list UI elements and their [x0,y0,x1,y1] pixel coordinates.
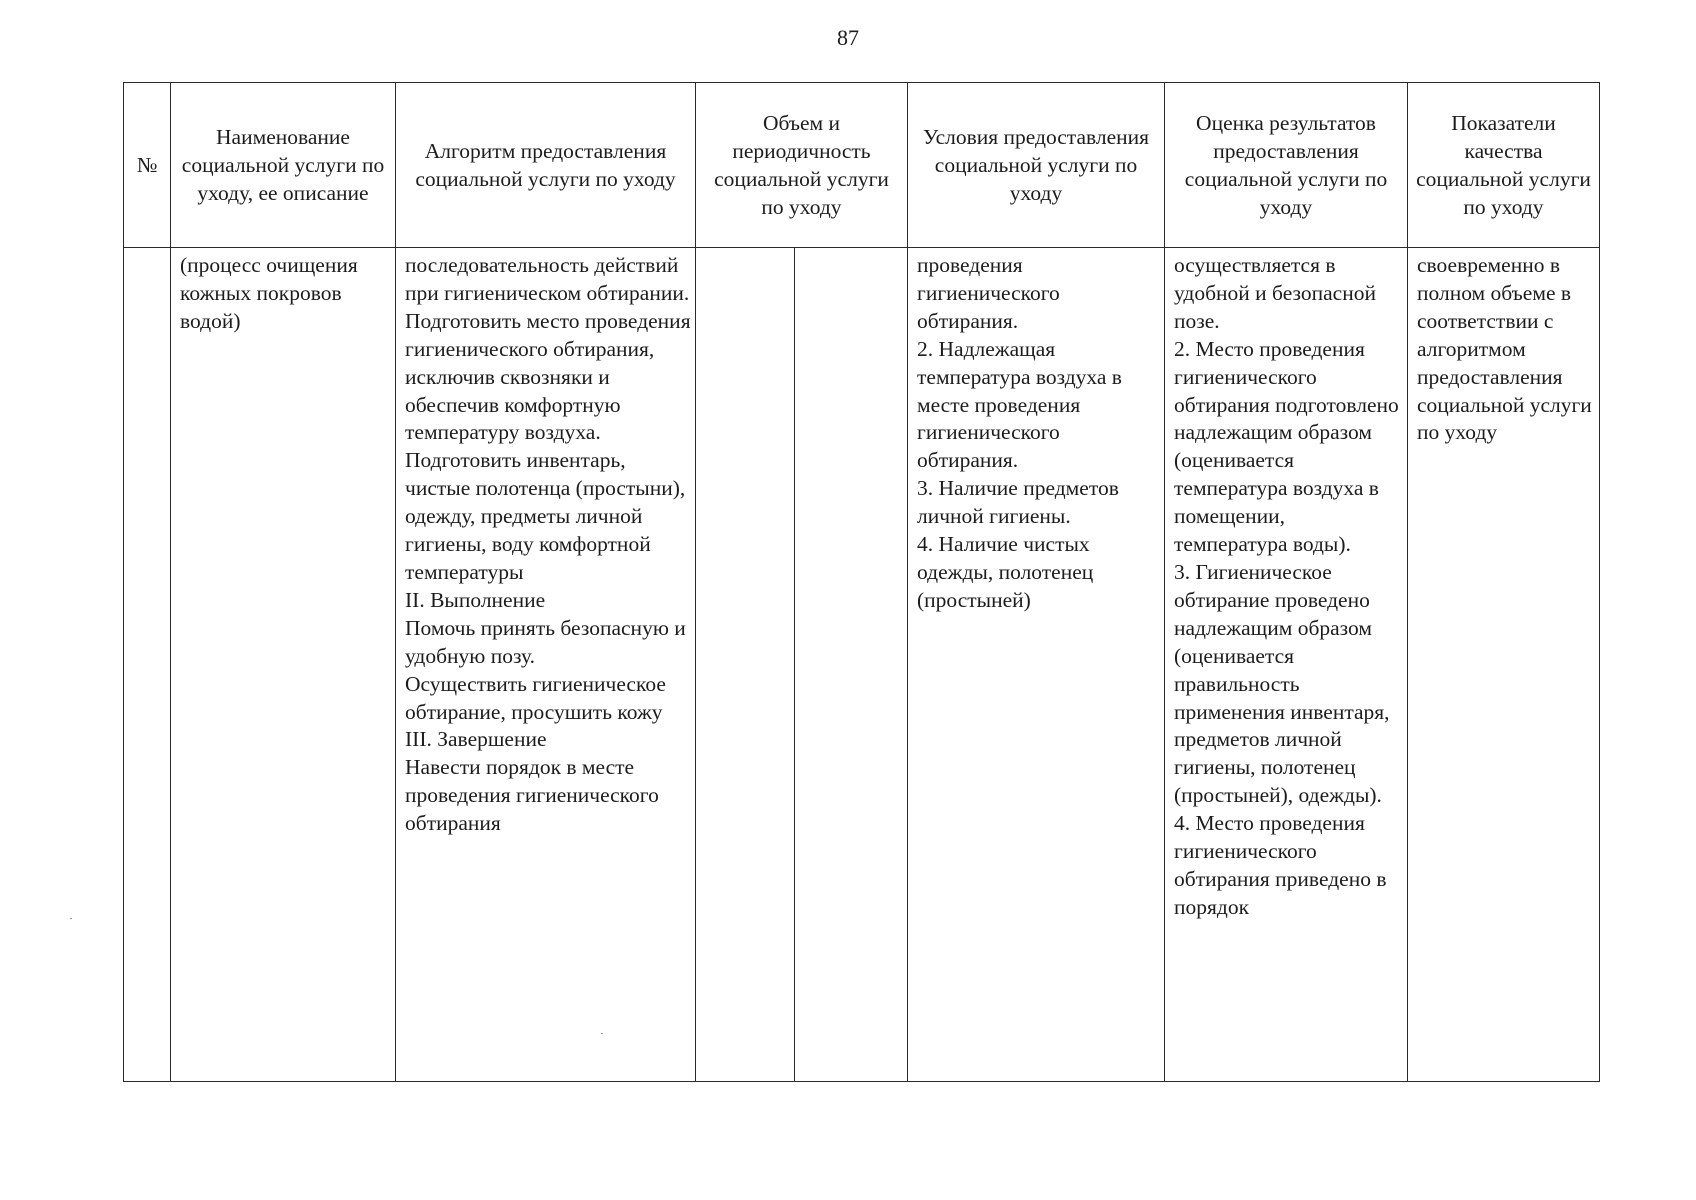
table-row [124,248,1600,1082]
cell-service-name: (процесс очищения кожных покровов водой) [171,248,396,1082]
header-conditions: Условия предоставления социальной услуги по уходу [908,83,1165,248]
page-number: 87 [837,25,859,50]
cell-algorithm: последовательность действий при гигиеническом обтирании. Подготовить место проведения гигиенического обтирания, исключив сквозняки и обеспечив комфортную температуру воздуха. Подготовить инвентарь, чистые полотенца (простыни), одежду, предметы личной гигиены, воду комфортной температуры II. Выполнение Помочь принять безопасную и удобную позу. Осуществить гигиеническое обтирание, просушить кожу III. Завершение Навести порядок в месте проведения гигиенического обтирания [396,248,696,1082]
cell-volume-frequency [696,248,908,1082]
cell-conditions: проведения гигиенического обтирания. 2. Надлежащая температура воздуха в месте проведения гигиенического обтирания. 3. Наличие предметов личной гигиены. 4. Наличие чистых одежды, полотенец (простыней) [908,248,1165,1082]
header-number: № [124,83,171,248]
header-quality-indicators: Показатели качества социальной услуги по уходу [1408,83,1600,248]
header-evaluation: Оценка результатов предоставления социальной услуги по уходу [1165,83,1408,248]
header-volume-frequency: Объем и периодичность социальной услуги по уходу [696,83,908,248]
scan-speck [70,918,72,919]
cell-evaluation: осуществляется в удобной и безопасной позе. 2. Место проведения гигиенического обтирания подготовлено надлежащим образом (оценивается температура воздуха в помещении, температура воды). 3. Гигиеническое обтирание проведено надлежащим образом (оценивается правильность применения инвентаря, предметов личной гигиены, полотенец (простыней), одежды). 4. Место проведения гигиенического обтирания приведено в порядок [1165,248,1408,1082]
header-service-name: Наименование социальной услуги по уходу, ее описание [171,83,396,248]
service-table [123,82,1600,1082]
scan-speck [601,1033,603,1034]
cell-number [124,248,171,1082]
table-header-row [124,83,1600,248]
header-algorithm: Алгоритм предоставления социальной услуги по уходу [396,83,696,248]
column-divider [794,248,795,1081]
cell-quality-indicators: своевременно в полном объеме в соответствии с алгоритмом предоставления социальной услуги по уходу [1408,248,1600,1082]
